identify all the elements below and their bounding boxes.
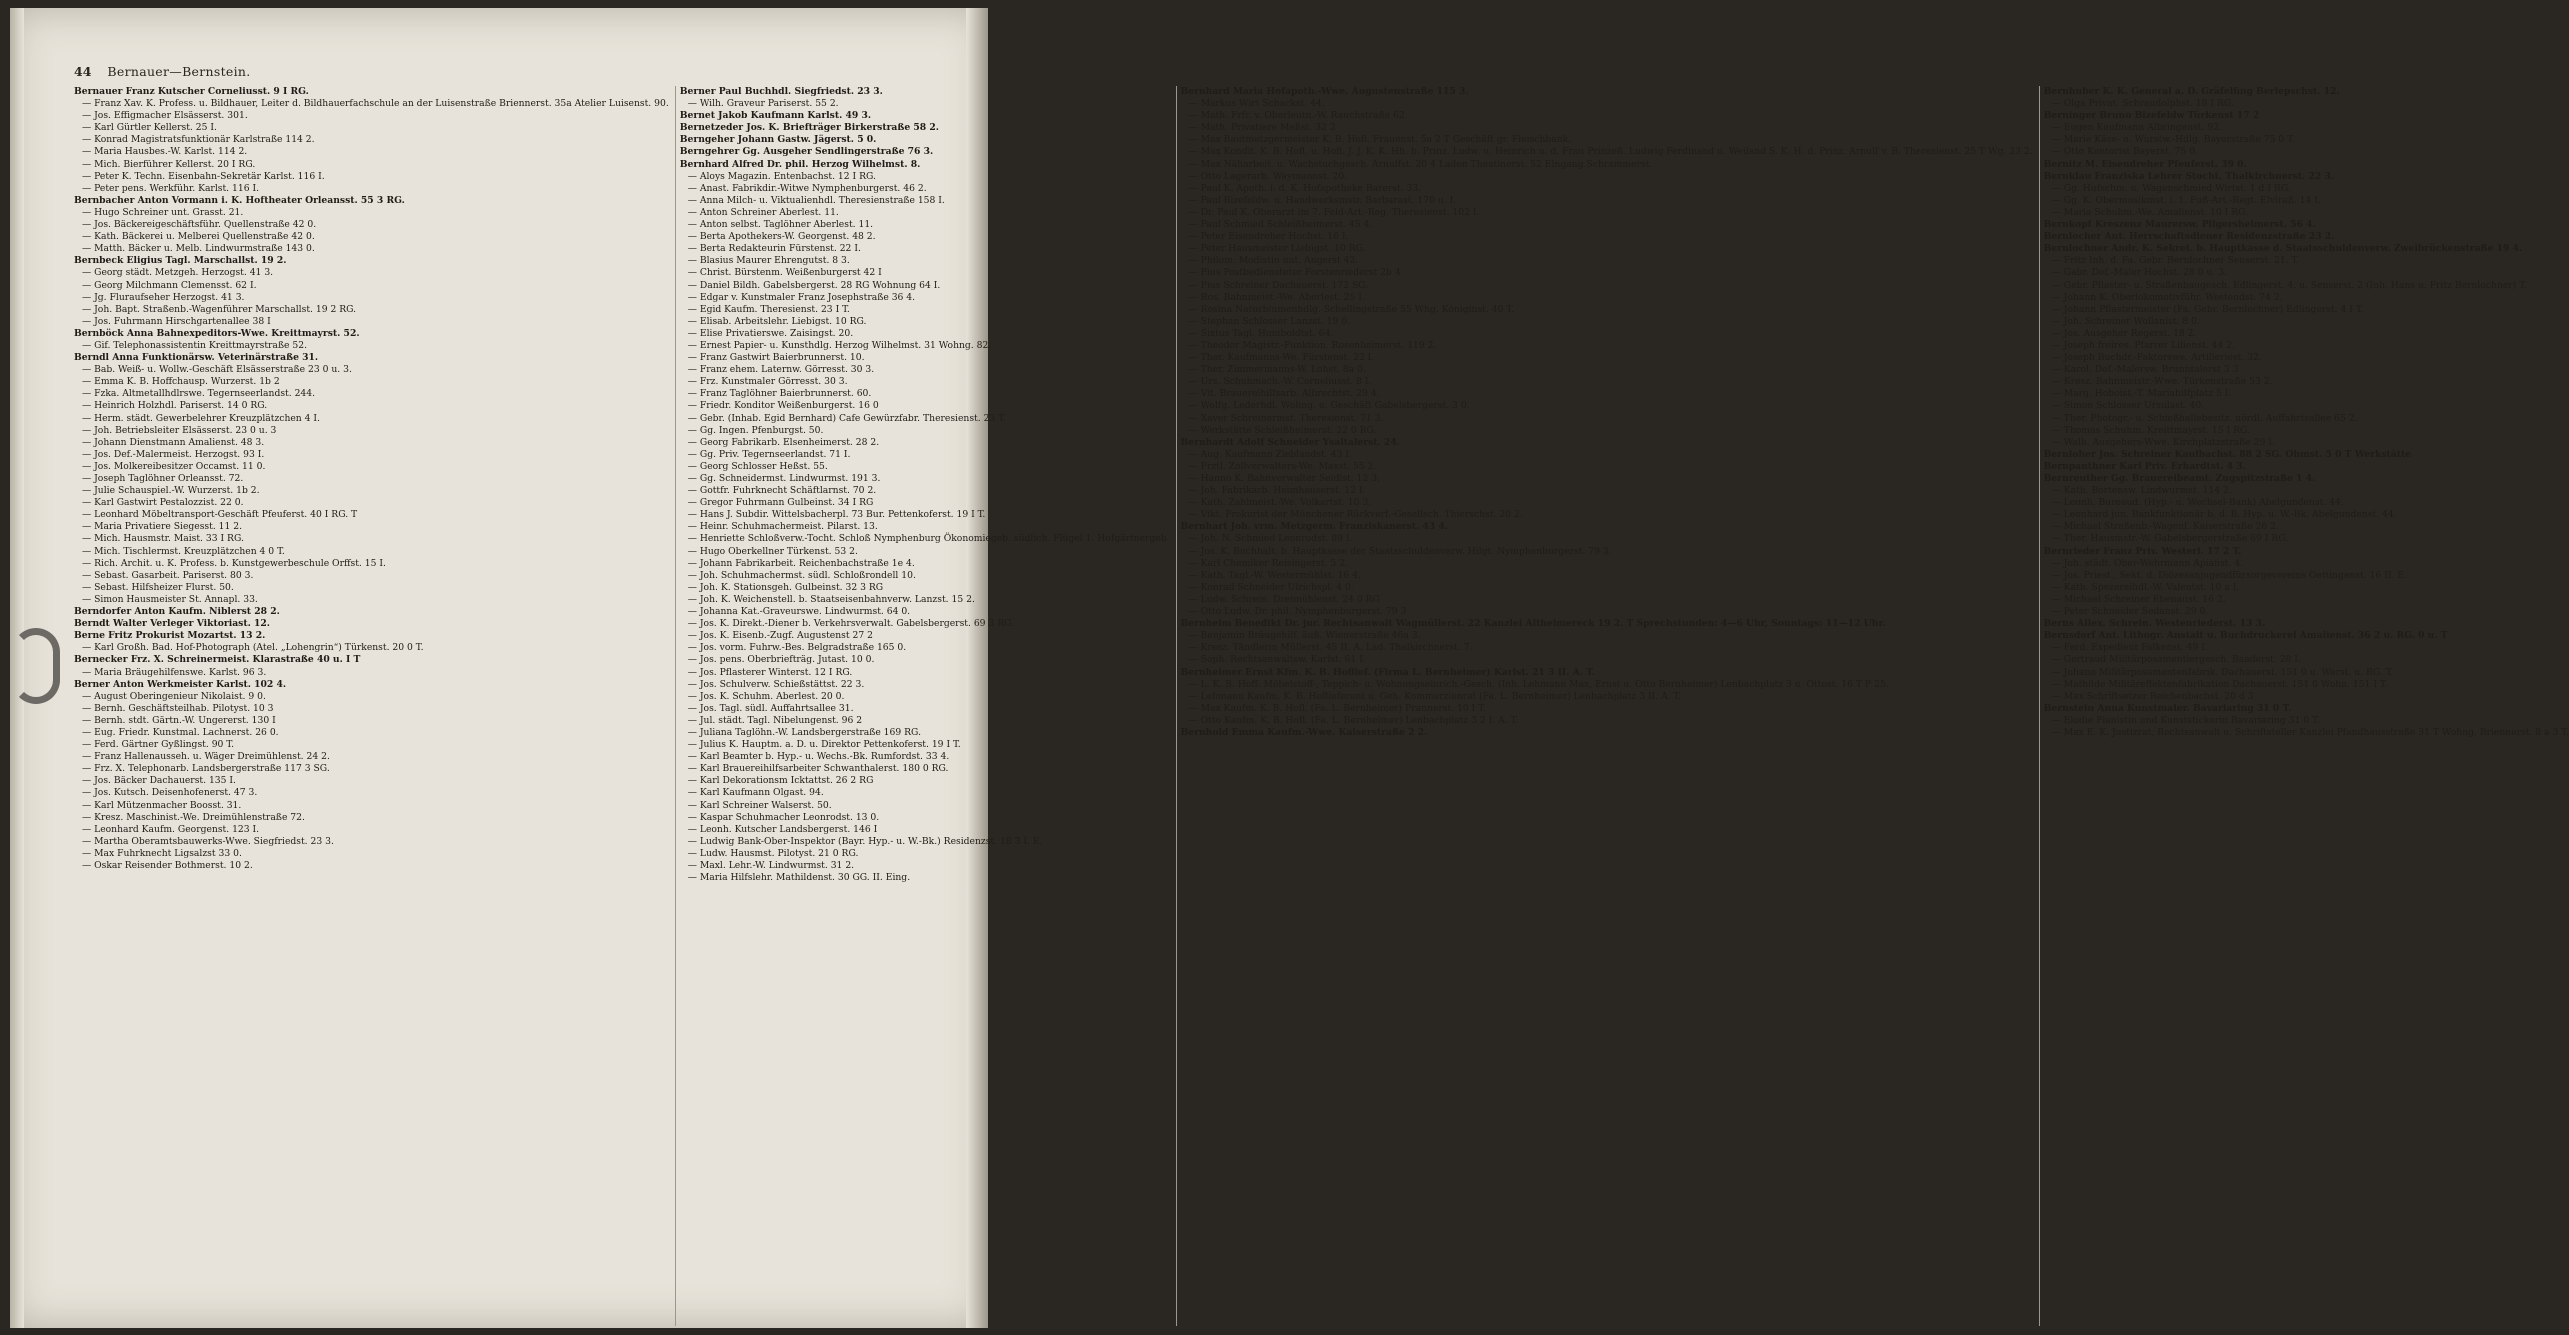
directory-entry-surname: Bernstein Anna Kunstmaler. Bavariaring 31 0 T. [2043,702,2292,714]
directory-entry: — Karl Beamter b. Hyp.- u. Wechs.-Bk. Rumfordst. 33 4. [687,751,950,763]
directory-entry: — Julie Schauspiel.-W. Wurzerst. 1b 2. [82,485,260,497]
directory-entry-surname: Bernheimer Ernst Kfm. K. B. Hoflief. (Firma L. Bernheimer) Karlst. 21 3 II. A. T. [1180,666,1595,678]
directory-entry: — Stephan Schlosser Lanzst. 19 0. [1188,315,1351,327]
directory-entry: — Peter K. Techn. Eisenbahn-Sekretär Karlst. 116 I. [82,170,325,182]
directory-entry: — Maria Privatiere Siegesst. 11 2. [82,521,243,533]
directory-entry: — Kaspar Schuhmacher Leonrodst. 13 0. [687,811,880,823]
directory-entry: — Wolfg. Lederhdl. Wohng. u. Geschäft Gabelsbergerst. 3 0. [1188,400,1470,412]
directory-entry-surname: Bernetzeder Jos. K. Briefträger Birkerstraße 58 2. [679,122,939,134]
directory-entry: — Jul. städt. Tagl. Nibelungenst. 96 2 [687,714,863,726]
directory-entry: — Markus Wirt Schackst. 44. [1188,98,1325,110]
directory-entry: — Franz Taglöhner Baierbrunnerst. 60. [687,388,872,400]
directory-entry: — Georg Schlosser Heßst. 55. [687,460,828,472]
directory-entry: — Joh. K. Stationsgeh. Gulbeinst. 32 3 RG [687,581,884,593]
directory-entry: — Joseph Buchdr.-Faktorswe. Artilleriest. 32. [2051,352,2262,364]
directory-entry: — Paul Bizefeldw. u. Handwerksmstr. Barbarast. 170 u. I. [1188,194,1457,206]
directory-entry: — Jos. Molkereibesitzer Occamst. 11 0. [82,460,266,472]
directory-entry-surname: Bernheim Benedikt Dr. jur. Rechtsanwalt Wagmüllerst. 22 Kanzlei Altheimereck 19 2. T Sprechstunden: 4—6 Uhr, Sonntags: 11—12 Uhr. [1180,618,1886,630]
directory-entry-surname: Bernauer Franz Kutscher Corneliusst. 9 I RG. [74,86,309,97]
directory-entry: — Max E. K. Justizrat, Rechtsanwalt u. Schriftsteller Kanzlei Pfandhausstraße 31 T Wohng. Briennerst. 8 a 3 T. [2051,726,2569,738]
directory-entry: — Gebr. (Inhab. Egid Bernhard) Cafe Gewürzfabr. Theresienst. 23 T. [687,412,1006,424]
directory-entry: — Maria Hilfslehr. Mathildenst. 30 GG. II. Eing. [687,872,911,884]
directory-entry: — Vikt. Prokurist der Münchener Rückverf.-Gesellsch. Thierschst. 20 2. [1188,509,1523,521]
directory-entry: — Joh. Schreiner Wollanist. 8 0. [2051,315,2200,327]
directory-entry: — Math. Frfr. v. Oberleutn.-W. Rauchstraße 62. [1188,110,1408,122]
directory-entry-surname: Bernecker Frz. X. Schreinermeist. Klarastraße 40 u. I T [74,654,361,666]
directory-entry: — Leonh. Kutscher Landsbergerst. 146 I [687,823,878,835]
directory-entry-surname: Bernreuther Gg. Brauereibeamt. Zugspitzstraße 1 4. [2043,473,2316,484]
directory-entry: — Jos. pens. Oberbriefträg. Jutast. 10 0. [687,654,875,666]
directory-entry: — Bernh. Geschäftsteilhab. Pilotyst. 10 3 [82,702,274,714]
directory-entry: — Theodor Magistr.-Funktion. Rosenheimerst. 119 2. [1188,339,1437,351]
directory-entry: — Hanno K. Bahnverwalter Seidlst. 12 3. [1188,473,1381,484]
directory-entry-surname: Bernbeck Eligius Tagl. Marschallst. 19 2. [74,255,287,267]
directory-entry: — Vit. Brauereihilfsarb. Albrechtst. 29 4. [1188,388,1380,400]
directory-entry: — Johann Pflastermeister (Fa. Gebr. Bernlochner) Edlingerst. 4 I T. [2051,303,2364,315]
directory-entry: — Wilh. Graveur Pariserst. 55 2. [687,98,839,110]
directory-entry: — Ludw. Hausmst. Pilotyst. 21 0 RG. [687,847,859,859]
directory-entry: — Anna Milch- u. Viktualienhdl. Theresienstraße 158 I. [687,194,945,206]
directory-entry: — Frztl. Zollverwalters-We. Maxst. 55 2. [1188,460,1377,472]
directory-entry-surname: Berngeher Johann Gastw. Jägerst. 5 0. [679,134,877,146]
directory-entry: — Gg. K. Obermusikmst. i. 1. Fuß-Art.-Regt. Elviraß. 14 I. [2051,194,2321,206]
directory-entry: — Ther. Hausmstr.-W. Gabelsbergerstraße 69 I RG. [2051,533,2289,545]
directory-entry: — Ernest Papier- u. Kunsthdlg. Herzog Wilhelmst. 31 Wohng. 82. [687,339,992,351]
directory-entry: — Fzka. Altmetallhdlrswe. Tegernseerlandst. 244. [82,388,316,400]
directory-entry: — Leonhard Möbeltransport-Geschäft Pfeuferst. 40 I RG. T [82,509,358,521]
directory-page [10,8,2569,1328]
directory-entry: — Karl Großh. Bad. Hof-Photograph (Atel. „Lohengrin“) Türkenst. 20 0 T. [82,642,424,654]
directory-entry: — Ther. Photogr.- u. Schießhallebesitz. nördl. Auffahrtsallee 65 2. [2051,412,2358,424]
directory-entry: — Urs. Schuhmach.-W. Corneliusst. 8 I. [1188,376,1372,388]
directory-entry: — Jos. Bäcker Dachauerst. 135 I. [82,775,236,787]
binder-ring-icon [12,628,60,704]
directory-entry: — Georg städt. Metzgeh. Herzogst. 41 3. [82,267,274,279]
directory-entry: — Kath. Bortensw. Lindwurmst. 114 2. [2051,485,2232,497]
directory-entry: — Oskar Reisender Bothmerst. 10 2. [82,860,253,871]
directory-entry: — Kath. Zahlmeist.-We. Volkartst. 10 3. [1188,497,1372,509]
directory-entry: — Simon Schlosser Ursulast. 40. [2051,400,2205,412]
directory-entry: — Kath. Spezereihdl.-W. Valentst. 10 a I. [2051,581,2240,593]
directory-entry: — Joseph freires. Pfarrer Lilienst. 44 2. [2051,339,2235,351]
directory-entry: — Jg. Fluraufseher Herzogst. 41 3. [82,291,245,303]
directory-entry: — Peter Eisendreher Hochst. 16 I. [1188,231,1349,243]
directory-entry: — Gg. Hufschm. u. Wagenschmied Wirtst. 1 d I RG. [2051,182,2291,194]
directory-entry: — Paul K. Apoth. i. d. K. Hofapotheke Barerst. 33. [1188,182,1422,194]
directory-entry: — Rosina Naturblumenhdlg. Schellingstraße 55 Whg. Königinst. 40 T. [1188,303,1515,315]
directory-entry-surname: Bernlocher Ant. Herrschaftsdiener Residenzstraße 23 2. [2043,231,2335,243]
directory-entry: — Georg Milchmann Clemensst. 62 I. [82,279,257,291]
directory-entry: — Jos. Tagl. südl. Auffahrtsallee 31. [687,702,854,714]
directory-entry: — Sixtus Tagl. Humboldtst. 64. [1188,327,1334,339]
directory-entry: — Mathilde Militäreffektenfabrikation Dachauerst. 151 0 Wohn. 151 I T. [2051,678,2388,690]
directory-entry: — Johann Fabrikarbeit. Reichenbachstraße 1e 4. [687,557,915,569]
directory-entry: — Johann Dienstmann Amalienst. 48 3. [82,436,265,448]
directory-entry: — Friedr. Konditor Weißenburgerst. 16 0 [687,400,879,412]
directory-entry: — Mich. Hausmstr. Maist. 33 I RG. [82,533,244,545]
directory-entry: — Leonh. Bureaud. (Hyp.- u. Wechsel-Bank) Abelgundenst. 44. [2051,497,2344,509]
directory-entry-surname: Bernitz M. Eisendreher Pfeuferst. 39 0. [2043,158,2247,170]
directory-entry: — Jos. Def.-Malermeist. Herzogst. 93 I. [82,448,265,460]
directory-entry-surname: Berndl Anna Funktionärsw. Veterinärstraße 31. [74,352,319,364]
directory-entry: — Matth. Bäcker u. Melb. Lindwurmstraße 143 0. [82,243,315,255]
directory-entry: — Ros. Bahnmeist.-We. Aberlest. 25 I. [1188,291,1365,303]
directory-entry: — Johann K. Oberlokomotivführ. Westendst. 74 2. [2051,291,2283,303]
directory-entry: — Pius Postbediensteter Forstenriederst 2b 4 [1188,267,1401,279]
directory-entry: — Otto Kontorist Bayerst. 75 0. [2051,146,2198,158]
directory-entry: — Blasius Maurer Ehrengutst. 8 3. [687,255,850,267]
directory-entry: — Pius Schreiner Dachauerst. 172 SG. [1188,279,1369,291]
directory-entry: — Gif. Telephonassistentin Kreittmayrstraße 52. [82,339,308,351]
directory-entry-surname: Bernet Jakob Kaufmann Karlst. 49 3. [679,110,872,122]
directory-entry: — Gg. Schneidermst. Lindwurmst. 191 3. [687,473,881,484]
directory-entry: — Gregor Fuhrmann Gulbeinst. 34 I RG [687,497,874,509]
directory-entry: — Konrad Schneider Ulrichspl. 4 0. [1188,581,1354,593]
directory-entry: — Karl Gastwirt Pestalozzist. 22 0. [82,497,244,509]
directory-entry: — Peter Schneider Sedanst. 29 0. [2051,606,2209,618]
directory-entry: — Gertraud Militärposamentiergesch. Baaderst. 28 I. [2051,654,2301,666]
directory-entry: — August Oberingenieur Nikolaist. 9 0. [82,690,266,702]
directory-entry: — Jos. Ausgeher Regerst. 18 2. [2051,327,2197,339]
directory-entry-surname: Bernhardt Adolf Schneider Ysaltalerst. 24. [1180,436,1400,448]
directory-entry: — Jos. Pflasterer Winterst. 12 I RG. [687,666,853,678]
directory-entry: — Aloys Magazin. Entenbachst. 12 I RG. [687,170,876,182]
column-1 [74,86,669,1326]
running-head: Bernauer—Bernstein. [107,64,251,79]
directory-entry-surname: Bernrieder Franz Priv. Westerl. 17 2 T. [2043,545,2242,557]
directory-entry-surname: Bernhard Maria Hofapoth.-Wwe. Augustenstraße 115 3. [1180,86,1469,97]
directory-entry: — Max Schriftsetzer Reichenbachst. 20 d 3 [2051,690,2254,702]
directory-entry: — Christ. Bürstenm. Weißenburgerst 42 I [687,267,882,279]
directory-entry: — Maria Bräugehilfenswe. Karlst. 96 3. [82,666,267,678]
directory-entry: — Egid Kaufm. Theresienst. 23 I T. [687,303,850,315]
directory-entry: — Gabr. Def.-Maler Hochst. 28 0 u. 3. [2051,267,2227,279]
directory-entry: — Juliana Taglöhn.-W. Landsbergerstraße 169 RG. [687,726,921,738]
directory-entry: — Michael Schreiner Ebenaust. 16 2. [2051,593,2226,605]
directory-entry: — Karl Mützenmacher Boosst. 31. [82,799,242,811]
directory-entry: — Georg Fabrikarb. Elsenheimerst. 28 2. [687,436,880,448]
directory-entry: — Eugen Kaufmann Albringenst. 92. [2051,122,2222,134]
directory-entry: — Maria Schuhm.-We. Amalienst. 10 I RG. [2051,206,2249,218]
directory-entry: — L. K. B. Hoff. Möbelstoff-, Teppich- u. Wohnungseinrich.-Gesch. (Inh. Lehmann Max, Ernst u. Otto Bernheimer) Lenbachplatz 3 u. Ottost. 16 T P 25. [1188,678,1889,690]
directory-entry: — Anast. Fabrikdir.-Witwe Nymphenburgerst. 46 2. [687,182,927,194]
directory-entry: — Berta Redakteurin Fürstenst. 22 I. [687,243,861,255]
directory-entry: — Otto Lagerarb. Waymannst. 20. [1188,170,1348,182]
directory-entry: — Peter Hausmeister Liebigst. 10 RG. [1188,243,1366,255]
directory-entry: — Daniel Bildh. Gabelsbergerst. 28 RG Wohnung 64 I. [687,279,941,291]
directory-entry: — Jos. Priest., Sekt. d. Diözesanjugendfürsorgevereins Oettingenst. 16 II. E. [2051,569,2407,581]
directory-entry: — Philom. Modistin unt. Angerst 42. [1188,255,1359,267]
directory-entry: — Konrad Magistratsfunktionär Karlstraße 114 2. [82,134,315,146]
directory-entry-surname: Berninger Bruno Bizefeldw Türkenst 17 2 [2043,110,2260,122]
directory-entry-surname: Bernloher Jos. Schreiner Kaulbachst. 88 2 SG. Ohmst. 5 0 T Werkstätte [2043,448,2412,460]
directory-entry: — Joh. Betriebsleiter Elsässerst. 23 0 u. 3 [82,424,277,436]
directory-entry: — Ludwig Bank-Ober-Inspektor (Bayr. Hyp.- u. W.-Bk.) Residenzst. 18 3 I. E. [687,835,1043,847]
directory-entry: — Joh. städt. Ober-Wehrmann Apianst. 4. [2051,557,2244,569]
directory-entry: — Gg. Priv. Tegernseerlandst. 71 I. [687,448,851,460]
page-header [74,64,958,86]
directory-entry: — Xaver Schreinermst. Theresienst. 71 3. [1188,412,1384,424]
directory-entry: — Ludw. Schrein. Dreimühlenst. 24 0 RG [1188,593,1380,605]
directory-entry: — Ferd. Expedient Falkenst. 49 I. [2051,642,2208,654]
directory-entry: — Eug. Friedr. Kunstmal. Lachnerst. 26 0. [82,726,279,738]
directory-entry-surname: Bernlochner Andr. K. Sekret. b. Hauptkasse d. Staatsschuldenverw. Zweibrückenstraße 19 4. [2043,243,2523,255]
directory-entry: — Elisab. Arbeitslehr. Liebigst. 10 RG. [687,315,867,327]
directory-entry-surname: Bernhard Alfred Dr. phil. Herzog Wilhelmst. 8. [679,158,921,170]
directory-entry: — Henriette Schloßverw.-Tocht. Schloß Nymphenburg Ökonomiegeb. südlich. Flügel 1. Hofgärtnergeb. [687,533,1170,545]
directory-entry: — Hugo Oberkellner Türkenst. 53 2. [687,545,858,557]
directory-entry: — Elodie Pianistin und Kunststickerin Bavariaring 31 0 T. [2051,714,2320,726]
directory-entry: — Mich. Tischlermst. Kreuzplätzchen 4 0 T. [82,545,285,557]
directory-entry: — Frz. X. Telephonarb. Landsbergerstraße 117 3 SG. [82,763,330,775]
directory-entry: — Olga Privat. Schraudolphst. 18 I RG. [2051,98,2234,110]
directory-entry: — Lehmann Kaufm. K. B. Hoflieferant u. Geh. Kommerzienrat (Fa. L. Bernheimer) Lenbachplatz 3 II. A. T. [1188,690,1682,702]
directory-entry: — Jos. Effigmacher Elsässerst. 301. [82,110,248,122]
directory-entry: — Karol. Def.-Malersw. Brunntalerst 3 3 [2051,364,2239,376]
directory-entry-surname: Berner Paul Buchhdl. Siegfriedst. 23 3. [679,86,883,97]
directory-entry: — Sebast. Gasarbeit. Pariserst. 80 3. [82,569,254,581]
directory-entry: — Aug. Kaufmann Zieblandst. 43 I. [1188,448,1352,460]
directory-entry: — Kresz. Tändlerin Müllerst. 45 II. A. Lad. Thalkirchnerst. 7. [1188,642,1473,654]
directory-entry: — Franz Hallenausseh. u. Wäger Dreimühlenst. 24 2. [82,751,330,763]
directory-entry: — Peter pens. Werkführ. Karlst. 116 I. [82,182,260,194]
directory-entry: — Martha Oberamtsbauwerks-Wwe. Siegfriedst. 23 3. [82,835,334,847]
directory-entry-surname: Berndorfer Anton Kaufm. Niblerst 28 2. [74,606,280,618]
directory-entry: — Max Näharbeit. u. Wachstuchgesch. Arnulfst. 20 4 Laden Theatinerst. 52 Eingang Schrammerst. [1188,158,1653,170]
directory-entry: — Emma K. B. Hoffchausp. Wurzerst. 1b 2 [82,376,280,388]
directory-entry: — Maxl. Lehr.-W. Lindwurmst. 31 2. [687,860,855,871]
directory-entry: — Gottfr. Fuhrknecht Schäftlarnst. 70 2. [687,485,877,497]
directory-entry: — Max Fuhrknecht Ligsalzst 33 0. [82,847,242,859]
directory-entry: — Kresz. Maschinist.-We. Dreimühlenstraße 72. [82,811,305,823]
directory-entry: — Joh. Schuhmachermst. südl. Schloßrondell 10. [687,569,916,581]
directory-entry: — Sebast. Hilfsheizer Flurst. 50. [82,581,234,593]
directory-entry: — Karl Dekorationsm Icktattst. 26 2 RG [687,775,874,787]
directory-entry: — Joh. N. Schmied Leonrodst. 89 I. [1188,533,1353,545]
directory-entry: — Karl Gürtler Kellerst. 25 I. [82,122,217,134]
directory-entry: — Jos. Bäckereigeschäftsführ. Quellenstraße 42 0. [82,219,317,231]
directory-entry: — Maria Hausbes.-W. Karlst. 114 2. [82,146,248,158]
directory-entry: — Ther. Zimmermanns-W. Lohst. 8a 0. [1188,364,1366,376]
directory-entry: — Leonhard Kaufm. Georgenst. 123 I. [82,823,260,835]
directory-entry: — Simon Hausmeister St. Annapl. 33. [82,593,258,605]
directory-entry-surname: Berndt Walter Verleger Viktoriast. 12. [74,618,270,630]
directory-entry: — Bab. Weiß- u. Wollw.-Geschäft Elsässerstraße 23 0 u. 3. [82,364,352,376]
directory-entry: — Franz ehem. Laternw. Görresst. 30 3. [687,364,875,376]
column-4 [2039,86,2569,1326]
directory-entry: — Math. Privatiere Meßst. 32 2 [1188,122,1336,134]
directory-entry-surname: Bernkopf Kreszenz Maurersw. Pilgersheimerst. 56 4. [2043,219,2316,231]
directory-entry: — Dr. Paul K. Oberarzt im 7. Feld-Art.-Reg. Theresienst. 102 I. [1188,206,1480,218]
directory-entry: — Joh. K. Weichenstell. b. Staatseisenbahnverw. Lanzst. 15 2. [687,593,975,605]
directory-entry: — Rich. Archit. u. K. Profess. b. Kunstgewerbeschule Orffst. 15 I. [82,557,386,569]
directory-entry: — Fritz Inh. d. Fa. Gebr. Bernlochner Senserst. 21. T. [2051,255,2300,267]
directory-entry: — Herm. städt. Gewerbelehrer Kreuzplätzchen 4 I. [82,412,320,424]
directory-entry: — Marie Käse- u. Wurstw.-Hdlg. Bayerstraße 75 0 T. [2051,134,2295,146]
directory-entry: — Berta Apothekers-W. Georgenst. 48 2. [687,231,876,243]
directory-entry: — Jos. K. Schuhm. Aberlest. 20 0. [687,690,845,702]
directory-entry: — Michael Straßenb.-Wagenf. Kaiserstraße 26 2. [2051,521,2279,533]
directory-entry: — Hans J. Subdir. Wittelsbacherpl. 73 Bur. Pettenkoferst. 19 I T. [687,509,986,521]
directory-entry: — Karl Kaufmann Olgast. 94. [687,787,824,799]
directory-entry: — Jos. vorm. Fuhrw.-Bes. Belgradstraße 165 0. [687,642,907,654]
directory-entry: — Julius K. Hauptm. a. D. u. Direktor Pettenkoferst. 19 I T. [687,739,961,751]
directory-entry: — Jos. K. Direkt.-Diener b. Verkehrsverwalt. Gabelsbergerst. 69 3 RG. [687,618,1015,630]
directory-entry-surname: Bernbacher Anton Vormann i. K. Hoftheater Orleansst. 55 3 RG. [74,194,405,206]
directory-entry: — Karl Brauereihilfsarbeiter Schwanthalerst. 180 0 RG. [687,763,949,775]
directory-entry: — Karl Schreiner Walserst. 50. [687,799,832,811]
directory-entry-surname: Berngehrer Gg. Ausgeher Sendlingerstraße 76 3. [679,146,934,158]
directory-entry: — Soph. Rechtsanwaltsw. Karlst. 61 I. [1188,654,1366,666]
directory-entry: — Heinr. Schuhmachermeist. Pilarst. 13. [687,521,878,533]
directory-entry: — Mich. Bierführer Kellerst. 20 I RG. [82,158,256,170]
directory-entry: — Walb. Ausgehers-Wwe. Kirchplatzstraße 29 I. [2051,436,2275,448]
directory-entry: — Johann Militärposamentenfabrik. Dachauerst. 151 0 u. Werst. u. RG. T. [2051,666,2394,678]
directory-entry-surname: Berns Allex. Schrein. Westenriederst. 13 3. [2043,618,2266,630]
directory-entry: — Joseph Taglöhner Orleansst. 72. [82,473,244,484]
directory-entry: — Edgar v. Kunstmaler Franz Josephstraße 36 4. [687,291,916,303]
directory-entry-surname: Bernklau Franziska Lehrer Stocht. Thalkirchnerst. 22 3. [2043,170,2334,182]
directory-entry: — Kath. Bäckerei u. Melberei Quellenstraße 42 0. [82,231,315,243]
directory-entry: — Joh. Bapt. Straßenb.-Wagenführer Marschallst. 19 2 RG. [82,303,357,315]
directory-entry: — Franz Xav. K. Profess. u. Bildhauer, Leiter d. Bildhauerfachschule an der Luisenstraße Briennerst. 35a Atelier Luisenst. 90. [82,98,669,110]
directory-entry: — Johanna Kat.-Graveurswe. Lindwurmst. 64 0. [687,606,911,618]
directory-entry-surname: Bernpanthner Karl Priv. Erhardtst. 4 3. [2043,460,2246,472]
directory-entry: — Karl Chemiker Reisingerst. 5 2. [1188,557,1348,569]
directory-columns [74,86,2569,1326]
directory-entry: — Heinrich Holzhdl. Pariserst. 14 0 RG. [82,400,268,412]
directory-entry: — Werkstätte Schleißheimerst. 22 0 RG. [1188,424,1377,436]
directory-entry: — Jos. Fuhrmann Hirschgartenallee 38 I [82,315,271,327]
directory-entry: — Anton Schreiner Aberlest. 11. [687,206,839,218]
directory-entry: — Kath. Tagl.-W. Westermühlst. 16 4. [1188,569,1361,581]
directory-entry: — Otto Ludw. Dr. phil. Nymphenburgerst. 79 3 [1188,606,1407,618]
directory-entry: — Gg. Ingen. Pfenburgst. 50. [687,424,824,436]
directory-entry-surname: Bernsdorf Ant. Lithogr. Anstalt u. Buchdruckerei Amalienst. 36 2 u. RG. 0 u. T [2043,630,2448,642]
directory-entry-surname: Berne Fritz Prokurist Mozartst. 13 2. [74,630,266,642]
directory-entry: — Anton selbst. Taglöhner Aberlest. 11. [687,219,874,231]
directory-entry: — Thomas Schuhm. Kreittmayrst. 15 I RG. [2051,424,2250,436]
directory-entry: — Otto Kaufm. K. B. Hofl. (Fa. L. Bernheimer) Lenbachplatz 3 2 I. A. T. [1188,714,1519,726]
column-3 [1176,86,2033,1326]
directory-entry: — Benjamin Bräugehilf. äuß. Wienerstraße 46a 3. [1188,630,1421,642]
directory-entry: — Max Kondit. K. B. Hofl. u. Hofl. J. J. K. K. Hh. b. Prinz. Ludw. u. Heinrich u. d. Frau Prinzeß. Ludwig Ferdinand u. Weiland S. K. H. d. Prinz. Arnulf v. B. Theresienst. 25 T Wg. 23 2. [1188,146,2033,158]
directory-entry: — Kresz. Bahnmeistr.-Wwe. Türkenstraße 53 2. [2051,376,2273,388]
directory-entry-surname: Bernhold Emma Kaufm.-Wwe. Kaiserstraße 2 2. [1180,726,1428,738]
directory-entry: — Paul Schmied Schleißheimerst. 45 4. [1188,219,1373,231]
directory-entry: — Marg. Hoboist.-T. Mariahilfplatz 5 I. [2051,388,2232,400]
directory-entry: — Ferd. Gärtner Gyßlingst. 90 T. [82,739,234,751]
directory-entry-surname: Bernhart Joh. vrm. Metzgerm. Franziskanerst. 43 4. [1180,521,1448,533]
directory-entry-surname: Berner Anton Werkmeister Karlst. 102 4. [74,678,287,690]
directory-entry: — Max Bautmetzgermeister K. B. Hofl. Frauenst. 5a 2 T Geschäft gr. Fleischbank. [1188,134,1572,146]
directory-entry: — Jos. Schulverw. Schießstättst. 22 3. [687,678,865,690]
directory-entry: — Joh. Fabrikarb. Heimhauserst. 12 I. [1188,485,1366,497]
directory-entry-surname: Bernhuber K. K. General a. D. Gräfelfing Berlepschst. 12. [2043,86,2340,97]
page-number: 44 [74,64,92,79]
directory-entry: — Leonhard jun. Bankfunktionär b. d. B. Hyp. u. W.-Bk. Abelgundenst. 44. [2051,509,2397,521]
directory-entry: — Bernh. stdt. Gärtn.-W. Ungererst. 130 I [82,714,276,726]
directory-entry: — Elise Privatierswe. Zaisingst. 20. [687,327,854,339]
directory-entry: — Frz. Kunstmaler Görresst. 30 3. [687,376,848,388]
directory-entry: — Hugo Schreiner unt. Grasst. 21. [82,206,244,218]
directory-entry: — Max Kaufm. K. B. Hofl. (Fa. L. Bernheimer) Prannerst. 10 I T. [1188,702,1486,714]
directory-entry: — Jos. K. Eisenb.-Zugf. Augustenst 27 2 [687,630,873,642]
directory-entry: — Franz Gastwirt Baierbrunnerst. 10. [687,352,865,364]
directory-entry: — Jos. Kutsch. Deisenhofenerst. 47 3. [82,787,258,799]
directory-entry: — Jos. K. Buchhalt. b. Hauptkasse der Staatsschuldenverw. Hilgt. Nymphenburgerst. 79 3. [1188,545,1612,557]
directory-entry: — Gebr. Pflaster- u. Straßenbaugesch. Edlingerst. 4. u. Senserst. 2 (Inh. Hans u. Fritz Bernlochner) T. [2051,279,2527,291]
directory-entry: — Ther. Kaufmanns-We. Fürstenst. 22 I. [1188,352,1375,364]
directory-entry-surname: Bernböck Anna Bahnexpeditors-Wwe. Kreittmayrst. 52. [74,327,360,339]
column-2 [675,86,1170,1326]
